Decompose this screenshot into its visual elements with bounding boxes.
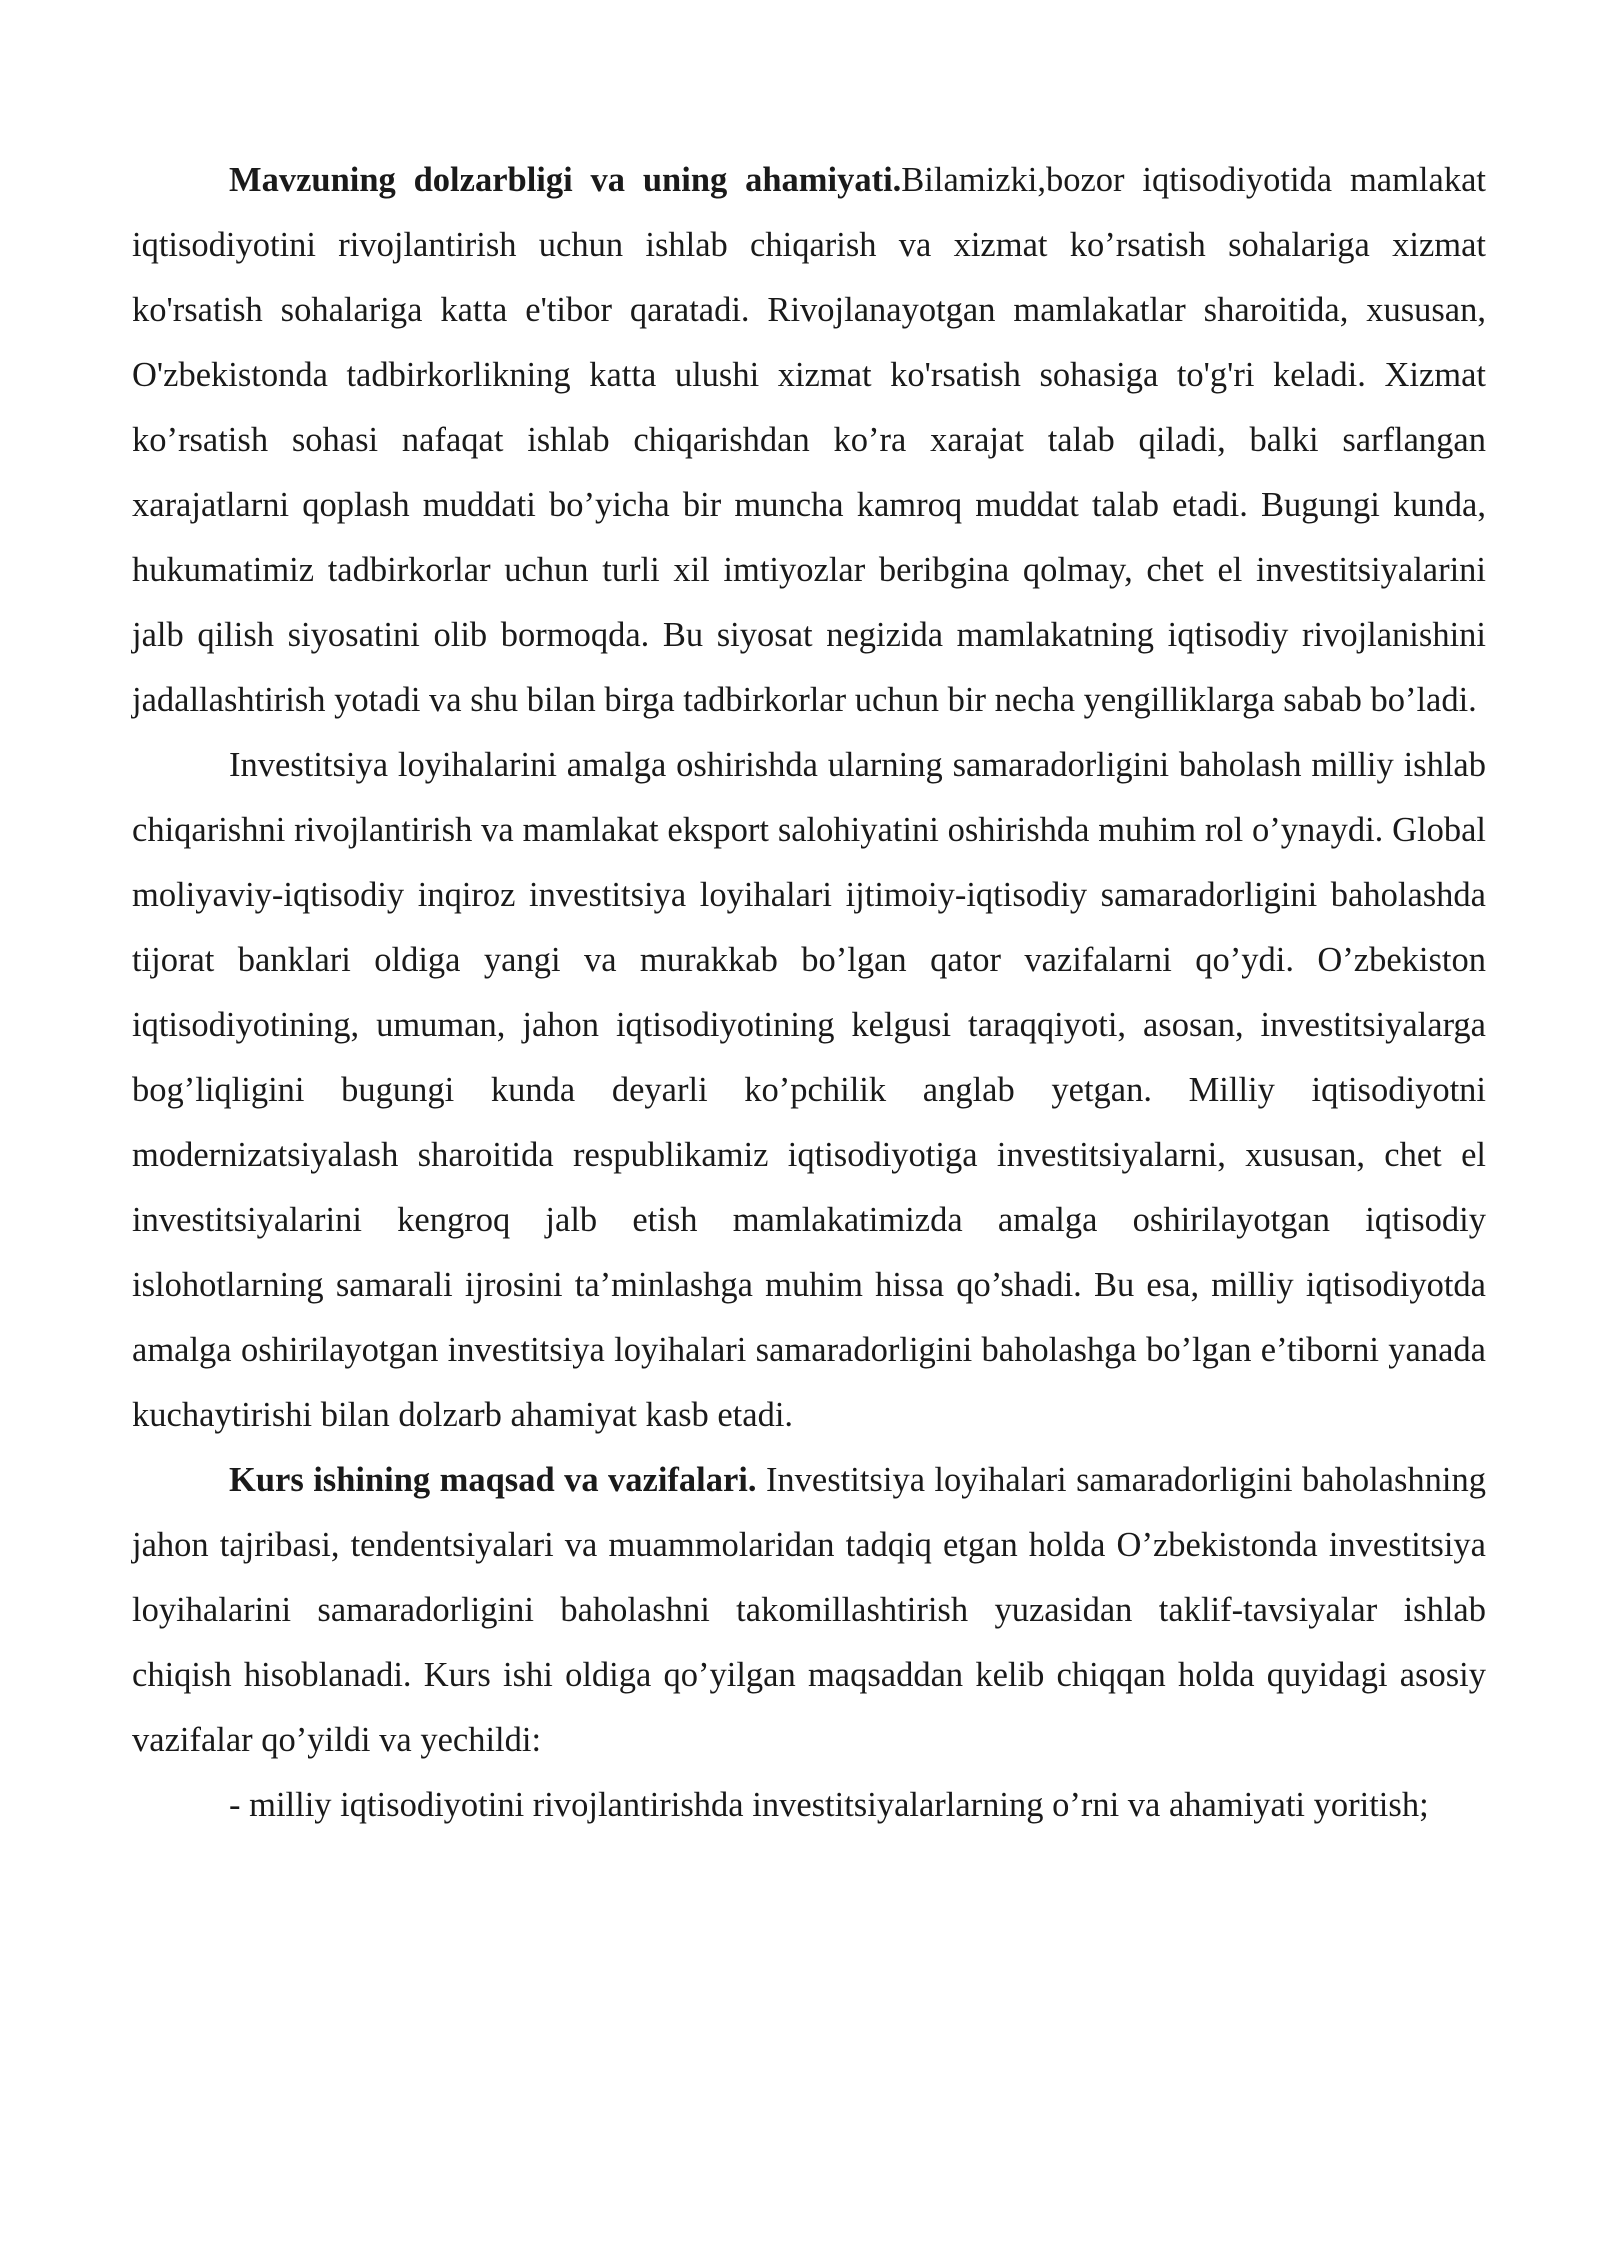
section-heading-relevance: Mavzuning dolzarbligi va uning ahamiyati.	[229, 161, 902, 199]
section-heading-goals: Kurs ishining maqsad va vazifalari.	[229, 1461, 757, 1499]
paragraph-text: Investitsiya loyihalarini amalga oshirishda ularning samaradorligini baholash milliy ishlab chiqarishni rivojlantirish va mamlakat eksport salohiyatini oshirishda muhim rol o’ynaydi. Global moliyaviy-iqtisodiy inqiroz investitsiya loyihalari ijtimoiy-iqtisodiy samaradorligini baholashda tijorat banklari oldiga yangi va murakkab bo’lgan qator vazifalarni qo’ydi. O’zbekiston iqtisodiyotining, umuman, jahon iqtisodiyotining kelgusi taraqqiyoti, asosan, investitsiyalarga bog’liqligini bugungi kunda deyarli ko’pchilik anglab yetgan. Milliy iqtisodiyotni modernizatsiyalash sharoitida respublikamiz iqtisodiyotiga investitsiyalarni, xususan, chet el investitsiyalarini kengroq jalb etish mamlakatimizda amalga oshirilayotgan iqtisodiy islohotlarning samarali ijrosini ta’minlashga muhim hissa qo’shadi. Bu esa, milliy iqtisodiyotda amalga oshirilayotgan investitsiya loyihalari samaradorligini baholashga bo’lgan e’tiborni yanada kuchaytirishi bilan dolzarb ahamiyat kasb etadi.	[132, 746, 1486, 1434]
paragraph-text: Bilamizki,bozor iqtisodiyotida mamlakat iqtisodiyotini rivojlantirish uchun ishlab chiqarish va xizmat ko’rsatish sohalariga xizmat ko'rsatish sohalariga katta e'tibor qaratadi. Rivojlanayotgan mamlakatlar sharoitida, xususan, O'zbekistonda tadbirkorlikning katta ulushi xizmat ko'rsatish sohasiga to'g'ri keladi. Xizmat ko’rsatish sohasi nafaqat ishlab chiqarishdan ko’ra xarajat talab qiladi, balki sarflangan xarajatlarni qoplash muddati bo’yicha bir muncha kamroq muddat talab etadi. Bugungi kunda, hukumatimiz tadbirkorlar uchun turli xil imtiyozlar beribgina qolmay, chet el investitsiyalarini jalb qilish siyosatini olib bormoqda. Bu siyosat negizida mamlakatning iqtisodiy rivojlanishini jadallashtirish yotadi va shu bilan birga tadbirkorlar uchun bir necha yengilliklarga sabab bo’ladi.	[132, 161, 1486, 719]
paragraph-investment-evaluation	[132, 733, 1486, 1448]
paragraph-relevance	[132, 148, 1486, 733]
paragraph-text: Investitsiya loyihalari samaradorligini baholashning jahon tajribasi, tendentsiyalari va muammolaridan tadqiq etgan holda O’zbekistonda investitsiya loyihalarini samaradorligini baholashni takomillashtirish yuzasidan taklif-tavsiyalar ishlab chiqish hisoblanadi. Kurs ishi oldiga qo’yilgan maqsaddan kelib chiqqan holda quyidagi asosiy vazifalar qo’yildi va yechildi:	[132, 1461, 1486, 1759]
paragraph-goals-tasks	[132, 1448, 1486, 1773]
list-item-text: - milliy iqtisodiyotini rivojlantirishda investitsiyalarlarning o’rni va ahamiyati yoritish;	[229, 1786, 1429, 1824]
list-item-task	[132, 1773, 1486, 1838]
document-page	[132, 148, 1486, 1838]
